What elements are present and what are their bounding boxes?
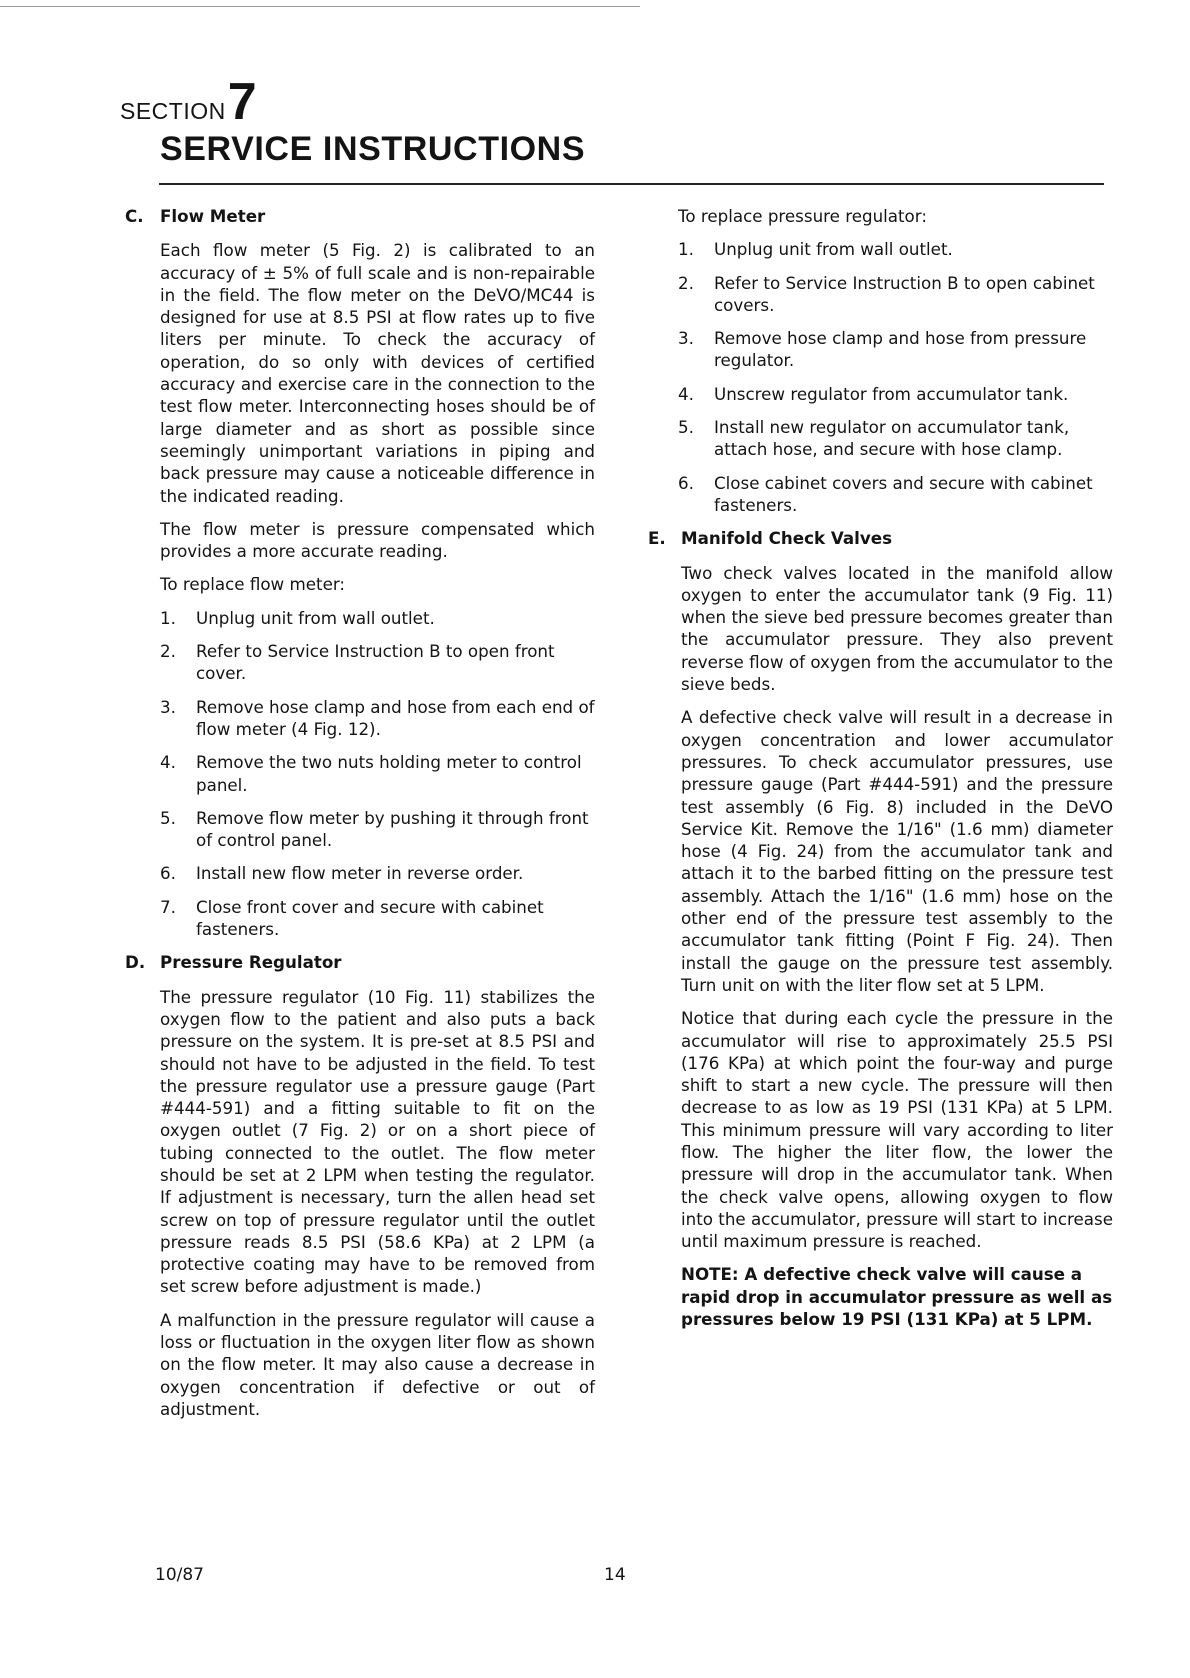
- section-c-heading: [125, 205, 595, 227]
- section-d-letter: D.: [125, 952, 146, 973]
- header-rule: [159, 183, 1104, 185]
- page-title: SERVICE INSTRUCTIONS: [160, 130, 586, 168]
- regulator-steps: [648, 238, 1113, 516]
- section-label: SECTION: [120, 98, 226, 124]
- check-valves-paragraph-2: A defective check valve will result in a decrease in oxygen concentration and lower accumulator pressures. To check accumulator pressures, use pressure gauge (Part #444-591) and the pressure test assembly (6 Fig. 8) included in the DeVO Service Kit. Remove the 1/16" (1.6 mm) diameter hose (4 Fig. 24) from the accumulator tank and attach it to the barbed fitting on the pressure test assembly. Attach the 1/16" (1.6 mm) hose on the other end of the pressure test assembly to the accumulator tank fitting (Point F Fig. 24). Then install the gauge on the pressure test assembly. Turn unit on with the liter flow set at 5 LPM.: [681, 707, 1113, 995]
- list-item: 1. Unplug unit from wall outlet.: [678, 239, 953, 260]
- list-item: 1. Unplug unit from wall outlet.: [160, 607, 435, 628]
- section-e-heading: [648, 527, 1113, 549]
- check-valves-paragraph-3: Notice that during each cycle the pressure in the accumulator will rise to approximately 25.5 PSI (176 KPa) at which point the four-way and purge shift to start a new cycle. The pressure will then decrease to as low as 19 PSI (131 KPa) at 5 LPM. This minimum pressure will vary according to liter flow. The higher the liter flow, the lower the pressure will drop in the accumulator tank. When the check valve opens, allowing oxygen to flow into the accumulator, pressure will start to increase until maximum pressure is reached.: [681, 1008, 1113, 1252]
- flow-meter-steps: [125, 607, 595, 941]
- scan-top-line: [0, 6, 640, 7]
- section-c-letter: C.: [125, 206, 144, 226]
- list-item: 7. Close front cover and secure with cabinet fasteners.: [160, 896, 544, 940]
- list-item: 4. Unscrew regulator from accumulator tank.: [678, 383, 1069, 404]
- page-number: 14: [604, 1565, 626, 1585]
- section-c-title: Flow Meter: [160, 206, 266, 226]
- check-valves-note: NOTE: A defective check valve will cause a rapid drop in accumulator pressure as well as pressures below 19 PSI (131 KPa) at 5 LPM.: [681, 1264, 1113, 1330]
- section-d-heading: [125, 951, 595, 973]
- list-item: 2. Refer to Service Instruction B to open front cover.: [160, 641, 555, 684]
- section-e-title: Manifold Check Valves: [681, 528, 893, 549]
- right-column: [648, 205, 1113, 1341]
- list-item: 6. Install new flow meter in reverse order.: [160, 863, 524, 884]
- regulator-steps-intro: To replace pressure regulator:: [678, 206, 927, 226]
- list-item: 6. Close cabinet covers and secure with cabinet fasteners.: [678, 472, 1093, 515]
- footer-date: 10/87: [155, 1565, 204, 1585]
- flow-meter-paragraph-1: Each flow meter (5 Fig. 2) is calibrated to an accuracy of ± 5% of full scale and is non-repairable in the field. The flow meter on the DeVO/MC44 is designed for use at 8.5 PSI at flow rates up to five liters per minute. To check the accuracy of operation, do so only with devices of certified accuracy and exercise care in the connection to the test flow meter. Interconnecting hoses should be of large diameter and as short as possible since seemingly unimportant variations in piping and back pressure may cause a noticeable difference in the indicated reading.: [160, 240, 595, 506]
- section-e-letter: E.: [648, 528, 666, 549]
- section-d-title: Pressure Regulator: [160, 952, 342, 973]
- list-item: 4. Remove the two nuts holding meter to control panel.: [160, 752, 582, 795]
- flow-meter-steps-intro: To replace flow meter:: [160, 574, 346, 595]
- check-valves-paragraph-1: Two check valves located in the manifold allow oxygen to enter the accumulator tank (9 Fig. 11) when the sieve bed pressure becomes greater than the accumulator pressure. They also prevent reverse flow of oxygen from the accumulator to the sieve beds.: [681, 562, 1113, 695]
- list-item: 2. Refer to Service Instruction B to open cabinet covers.: [678, 272, 1095, 315]
- flow-meter-paragraph-2: The flow meter is pressure compensated which provides a more accurate reading.: [160, 518, 595, 562]
- list-item: 3. Remove hose clamp and hose from each end of flow meter (4 Fig. 12).: [160, 696, 595, 739]
- pressure-regulator-paragraph-1: The pressure regulator (10 Fig. 11) stabilizes the oxygen flow to the patient and also puts a back pressure on the system. It is pre-set at 8.5 PSI and should not have to be adjusted in the field. To test the pressure regulator use a pressure gauge (Part #444-591) and a fitting suitable to fit on the oxygen outlet (7 Fig. 2) or on a short piece of tubing connected to the outlet. The flow meter should be set at 2 LPM when testing the regulator. If adjustment is necessary, turn the allen head set screw on top of pressure regulator until the outlet pressure reads 8.5 PSI (58.6 KPa) at 2 LPM (a protective coating may have to be removed from set screw before adjustment is made.): [160, 986, 595, 1297]
- section-header: [120, 73, 257, 131]
- list-item: 3. Remove hose clamp and hose from pressure regulator.: [678, 328, 1087, 371]
- pressure-regulator-paragraph-2: A malfunction in the pressure regulator will cause a loss or fluctuation in the oxygen liter flow as shown on the flow meter. It may also cause a decrease in oxygen concentration if defective or out of adjustment.: [160, 1309, 595, 1419]
- list-item: 5. Install new regulator on accumulator tank, attach hose, and secure with hose clamp.: [678, 417, 1070, 460]
- section-number: 7: [227, 73, 257, 131]
- list-item: 5. Remove flow meter by pushing it through front of control panel.: [160, 807, 589, 851]
- left-column: [125, 205, 595, 1431]
